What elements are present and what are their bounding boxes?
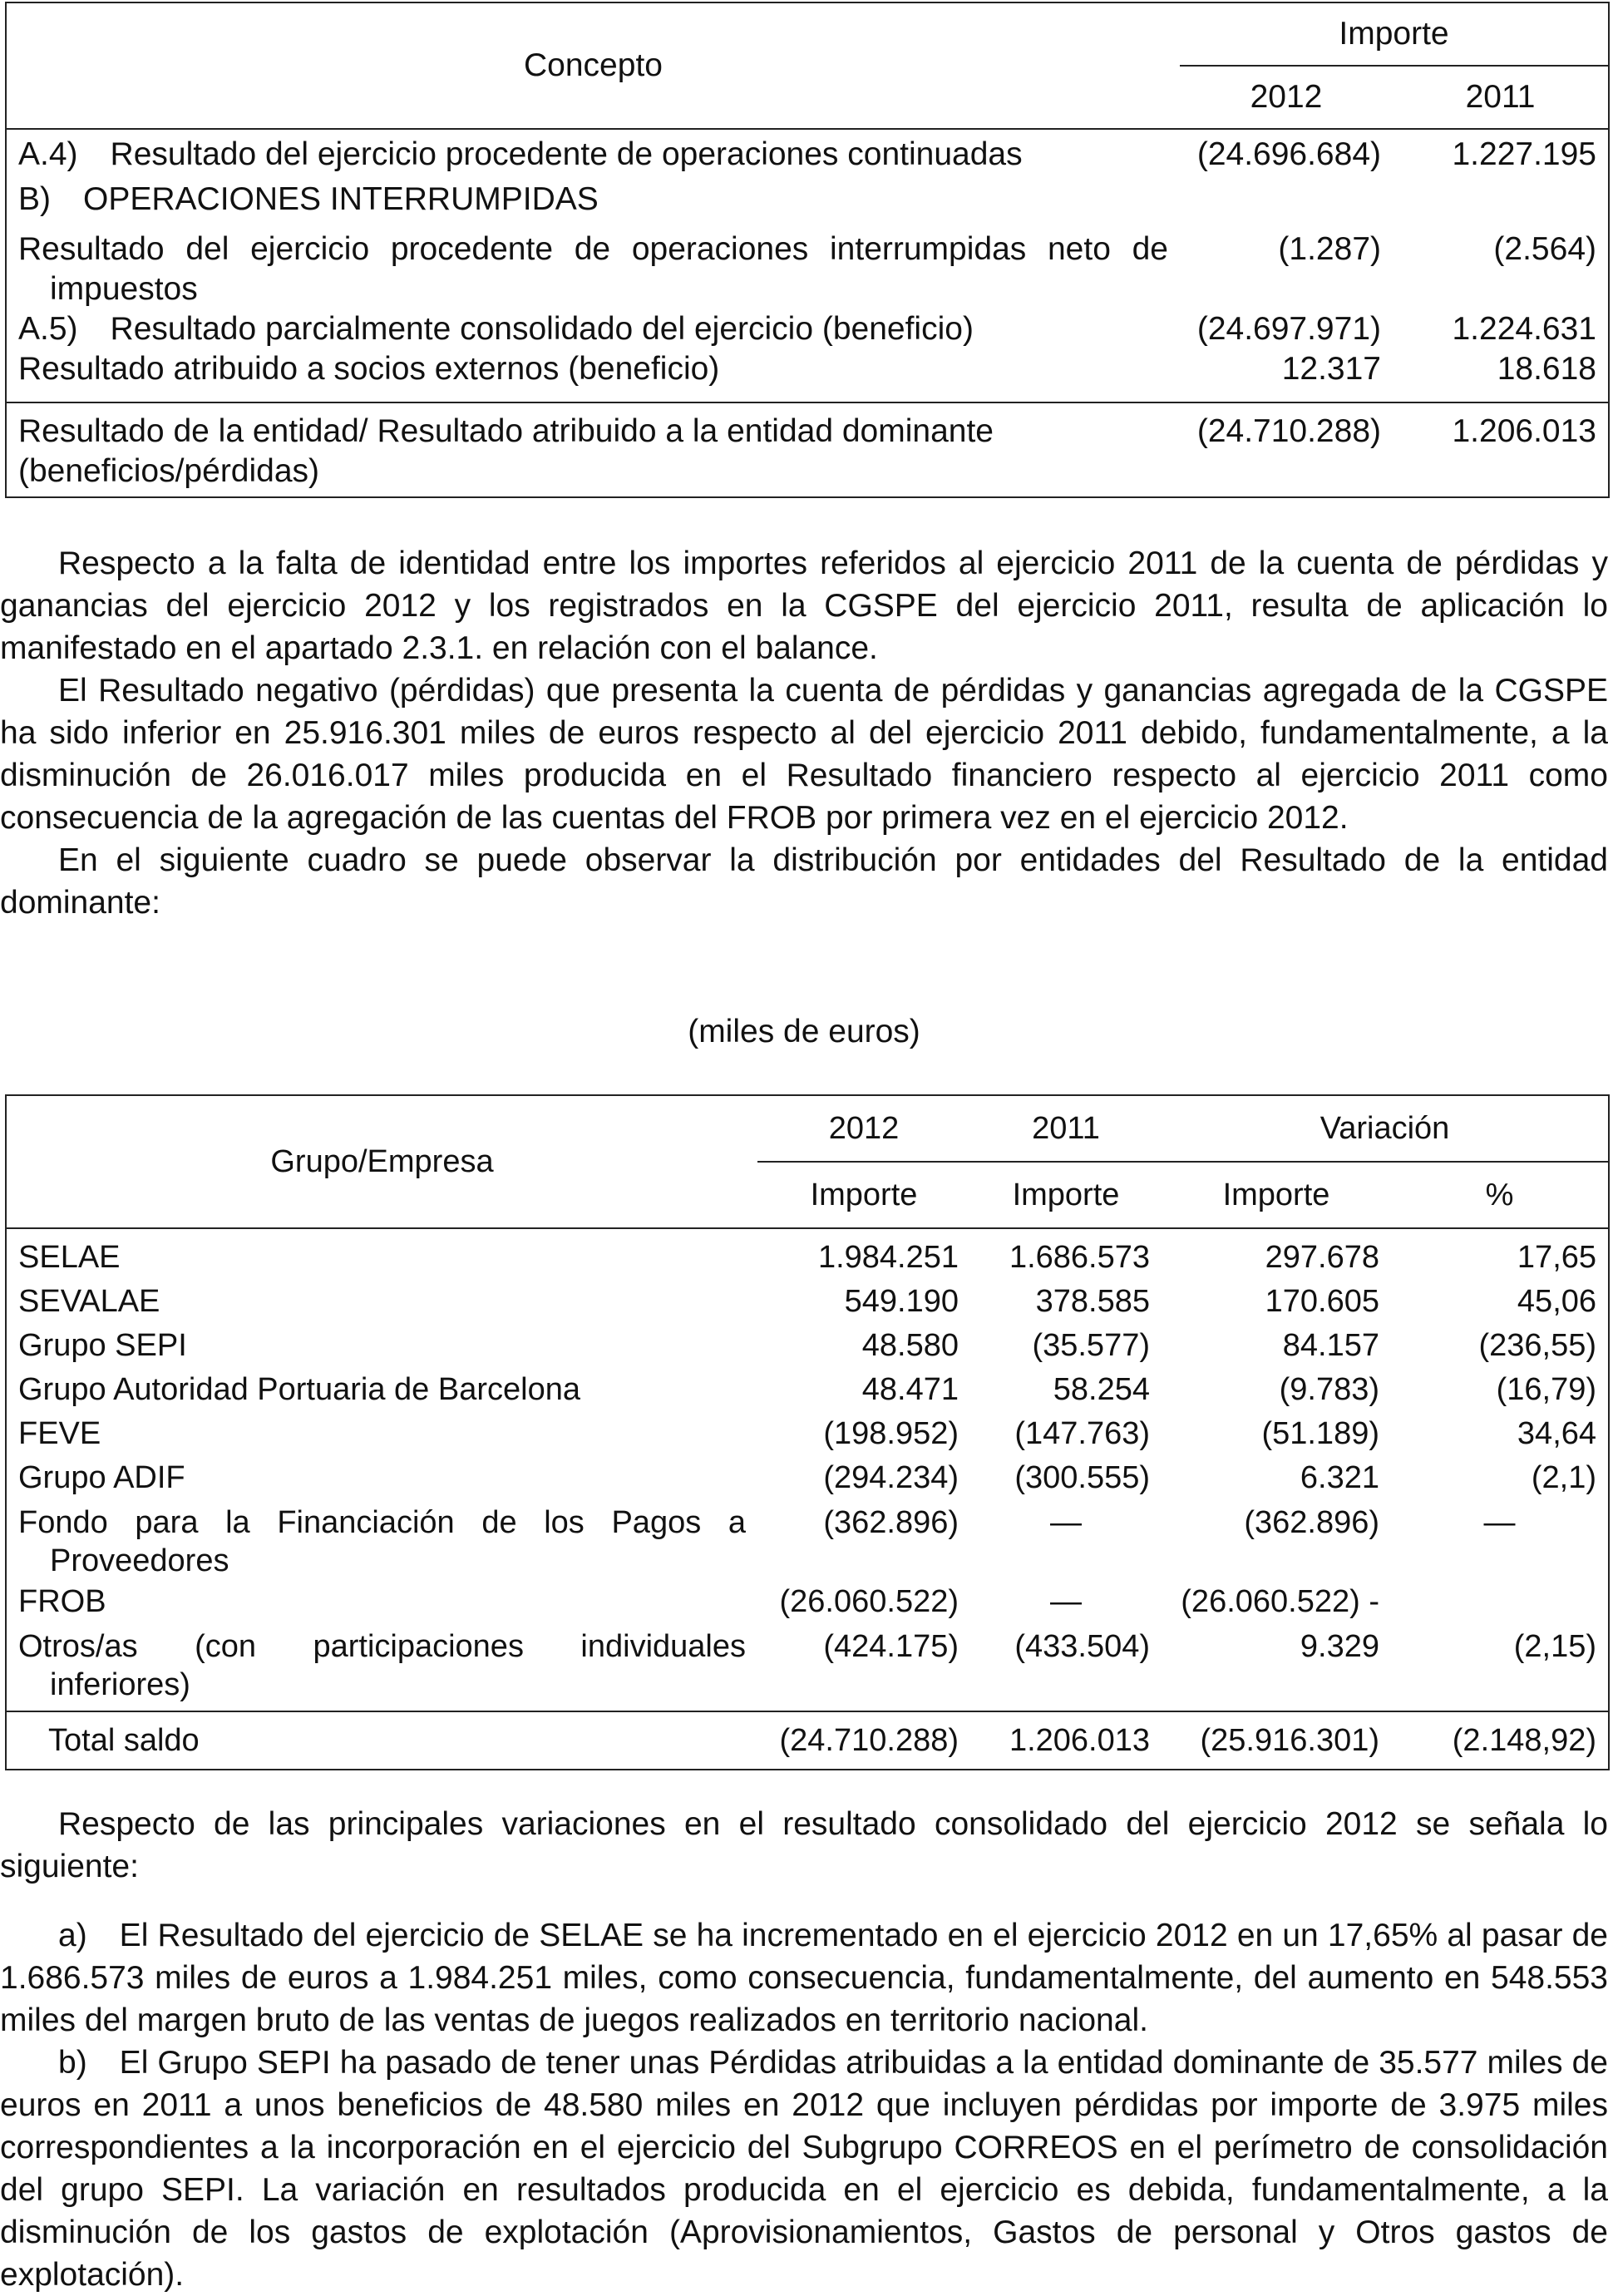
row-value-2012: (362.896) — [823, 1505, 959, 1540]
table-row-result — [6, 402, 1609, 497]
header-variacion: Variación — [1162, 1095, 1609, 1162]
header-importe-2011: Importe — [1012, 1177, 1120, 1212]
header-importe-variacion: Importe — [1222, 1177, 1330, 1212]
paragraph: b) El Grupo SEPI ha pasado de tener unas Pérdidas atribuidas a la entidad dominante de 35.577 miles de euros en 2011 a unos beneficios de 48.580 miles en 2012 que incluyen pérdidas por importe de 3.975 miles correspondientes a la incorporación en el ejercicio del Subgrupo CORREOS en el perímetro de consolidación del grupo SEPI. La variación en resultados producida en el ejercicio es debida, fundamentalmente, a la disminución de los gastos de explotación (Aprovisionamientos, Gastos de personal y Otros gastos de explotación). — [0, 2045, 1608, 2293]
row-variation: (26.060.522) - — [1181, 1584, 1379, 1619]
paragraph: Respecto a la falta de identidad entre los importes referidos al ejercicio 2011 de la cuenta de pérdidas y ganancias del ejercicio 2012 y los registrados en la CGSPE del ejercicio 2011, resulta de aplicación lo manifestado en el apartado 2.3.1. en relación con el balance. — [0, 546, 1608, 666]
row-value-2011 — [1393, 175, 1609, 230]
table-row — [6, 1624, 1609, 1711]
header-2012: 2012 — [1250, 79, 1323, 115]
table-total-row — [6, 1711, 1609, 1770]
row-value-2012: (294.234) — [823, 1460, 959, 1495]
row-variation: (362.896) — [1244, 1505, 1379, 1540]
row-value-2011: (147.763) — [1014, 1416, 1150, 1451]
table-caption: (miles de euros) — [688, 1014, 920, 1049]
row-value-2011: — — [1050, 1584, 1082, 1619]
table-row — [6, 309, 1609, 349]
table-row — [6, 1280, 1609, 1324]
row-value-2011: 1.206.013 — [1452, 413, 1596, 449]
row-label: Otros/as (con participaciones individuales inferiores) — [18, 1629, 746, 1702]
table-row — [6, 1324, 1609, 1368]
body-text-2 — [0, 1803, 1608, 1888]
table-row — [6, 1412, 1609, 1456]
header-2011: 2011 — [1465, 79, 1536, 115]
row-value-2012: (24.710.288) — [1196, 413, 1381, 449]
table-row — [6, 230, 1609, 309]
row-value-2011: (35.577) — [1032, 1328, 1150, 1363]
row-percent: 45,06 — [1517, 1284, 1597, 1319]
row-variation: (9.783) — [1279, 1372, 1379, 1407]
row-value-2012 — [1180, 175, 1393, 230]
row-value-2012: 48.471 — [861, 1372, 959, 1407]
row-value-2011: 378.585 — [1035, 1284, 1150, 1319]
row-label: Grupo ADIF — [18, 1460, 185, 1495]
row-value-2011: 58.254 — [1053, 1372, 1150, 1407]
row-percent: (236,55) — [1478, 1328, 1597, 1363]
row-label: SEVALAE — [18, 1284, 160, 1319]
paragraph: El Resultado negativo (pérdidas) que presenta la cuenta de pérdidas y ganancias agregada de la CGSPE ha sido inferior en 25.916.301 miles de euros respecto al del ejercicio 2011 debido, fundamentalmente, a la disminución de 26.016.017 miles producida en el Resultado financiero respecto al ejercicio 2011 como consecuencia de la agregación de las cuentas del FROB por primera vez en el ejercicio 2012. — [0, 673, 1608, 836]
total-percent: (2.148,92) — [1452, 1722, 1597, 1758]
row-label: FROB — [18, 1584, 106, 1619]
table-row — [6, 1368, 1609, 1412]
paragraph: Respecto de las principales variaciones en el resultado consolidado del ejercicio 2012 se señala lo siguiente: — [0, 1806, 1608, 1884]
row-label: Resultado del ejercicio procedente de operaciones interrumpidas neto de impuestos — [18, 231, 1168, 307]
header-grupo: Grupo/Empresa — [270, 1143, 494, 1179]
row-value-2011: (433.504) — [1014, 1629, 1150, 1664]
table-row — [6, 129, 1609, 175]
row-percent: 34,64 — [1517, 1416, 1597, 1451]
row-value-2011: (2.564) — [1493, 231, 1596, 267]
row-label: Resultado de la entidad/ Resultado atribuido a la entidad dominante (beneficios/pérdidas) — [18, 413, 994, 489]
row-value-2011: 1.227.195 — [1452, 136, 1596, 172]
row-label: B) OPERACIONES INTERRUMPIDAS — [18, 181, 599, 217]
row-value-2012: 12.317 — [1281, 351, 1381, 387]
row-value-2012: 48.580 — [861, 1328, 959, 1363]
table-header-row — [6, 1095, 1609, 1162]
row-value-2012: (26.060.522) — [779, 1584, 959, 1619]
row-value-2012: (1.287) — [1278, 231, 1381, 267]
header-2012: 2012 — [757, 1095, 970, 1162]
row-label: SELAE — [18, 1240, 121, 1275]
header-importe-2012: Importe — [810, 1177, 918, 1212]
table-row — [6, 1228, 1609, 1280]
row-label: Resultado atribuido a socios externos (beneficio) — [18, 351, 720, 387]
row-label: A.4) Resultado del ejercicio procedente de operaciones continuadas — [18, 136, 1023, 172]
table-row — [6, 1580, 1609, 1624]
table-row — [6, 1500, 1609, 1580]
row-value-2011: — — [1050, 1505, 1082, 1540]
body-text-3 — [0, 1914, 1608, 2296]
row-variation: (51.189) — [1261, 1416, 1379, 1451]
distribution-table — [5, 1094, 1610, 1770]
row-variation: 6.321 — [1300, 1460, 1379, 1495]
table-row — [6, 1456, 1609, 1500]
header-concepto: Concepto — [524, 47, 663, 83]
row-percent: (2,15) — [1513, 1629, 1597, 1664]
results-table — [5, 2, 1610, 498]
row-value-2012: 1.984.251 — [817, 1240, 959, 1275]
row-percent: 17,65 — [1517, 1240, 1597, 1275]
row-value-2012: 549.190 — [844, 1284, 959, 1319]
row-label: Grupo Autoridad Portuaria de Barcelona — [18, 1372, 580, 1407]
total-variation: (25.916.301) — [1200, 1722, 1379, 1758]
table-row — [6, 175, 1609, 230]
row-label: Fondo para la Financiación de los Pagos a Proveedores — [18, 1505, 746, 1578]
table-header-row — [6, 2, 1609, 66]
row-value-2012: (24.697.971) — [1196, 311, 1381, 347]
total-label: Total saldo — [48, 1722, 200, 1758]
row-variation: 170.605 — [1265, 1284, 1379, 1319]
paragraph: En el siguiente cuadro se puede observar la distribución por entidades del Resultado de la entidad dominante: — [0, 842, 1608, 921]
row-value-2011: (300.555) — [1014, 1460, 1150, 1495]
row-percent — [1391, 1580, 1609, 1624]
header-2011: 2011 — [970, 1095, 1162, 1162]
row-label: A.5) Resultado parcialmente consolidado del ejercicio (beneficio) — [18, 311, 974, 347]
table-row — [6, 349, 1609, 402]
header-importe: Importe — [1180, 2, 1609, 66]
row-value-2012: (198.952) — [823, 1416, 959, 1451]
row-variation: 9.329 — [1300, 1629, 1379, 1664]
row-value-2011: 18.618 — [1497, 351, 1596, 387]
paragraph: a) El Resultado del ejercicio de SELAE se ha incrementado en el ejercicio 2012 en un 17,65% al pasar de 1.686.573 miles de euros a 1.984.251 miles, como consecuencia, fundamentalmente, del aumento en 548.553 miles del margen bruto de las ventas de juegos realizados en territorio nacional. — [0, 1918, 1608, 2038]
row-percent: (2,1) — [1531, 1460, 1597, 1495]
row-value-2012: (24.696.684) — [1196, 136, 1381, 172]
row-label: Grupo SEPI — [18, 1328, 187, 1363]
row-variation: 84.157 — [1282, 1328, 1379, 1363]
row-variation: 297.678 — [1265, 1240, 1379, 1275]
row-percent: — — [1483, 1505, 1516, 1540]
row-value-2012: (424.175) — [823, 1629, 959, 1664]
header-porcentaje: % — [1485, 1177, 1514, 1212]
row-value-2011: 1.686.573 — [1009, 1240, 1150, 1275]
total-value-2011: 1.206.013 — [1009, 1722, 1150, 1758]
row-value-2011: 1.224.631 — [1452, 311, 1596, 347]
total-value-2012: (24.710.288) — [779, 1722, 959, 1758]
row-percent: (16,79) — [1496, 1372, 1597, 1407]
row-label: FEVE — [18, 1416, 101, 1451]
body-text-1 — [0, 542, 1608, 924]
